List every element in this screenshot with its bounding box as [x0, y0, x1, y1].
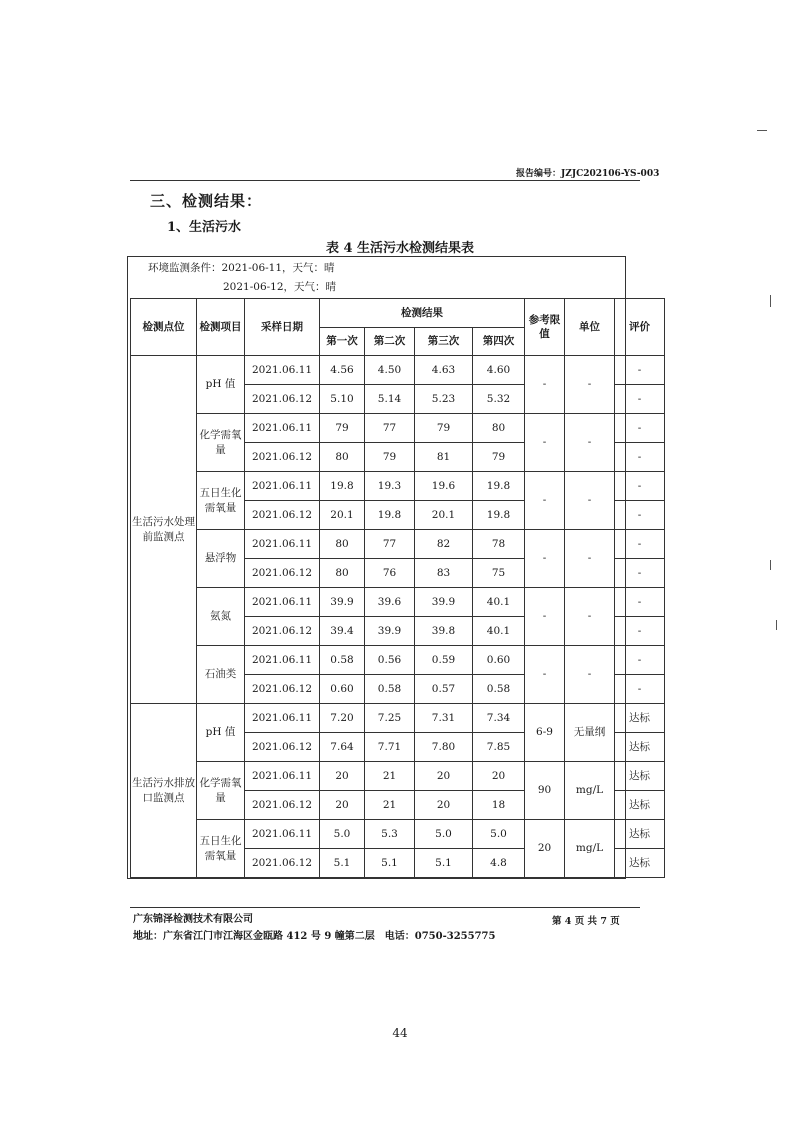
header-first: 第一次: [320, 328, 365, 356]
header-date: 采样日期: [245, 299, 320, 356]
eval-cell: -: [615, 588, 665, 617]
eval-cell: -: [615, 559, 665, 588]
unit-cell: -: [565, 472, 615, 530]
eval-cell: -: [615, 414, 665, 443]
header-rule: [130, 180, 640, 181]
item-name-cell: pH 值: [197, 704, 245, 762]
limit-cell: -: [525, 646, 565, 704]
result-first-cell: 20: [320, 762, 365, 791]
date-cell: 2021.06.12: [245, 617, 320, 646]
result-fourth-cell: 5.32: [473, 385, 525, 414]
result-third-cell: 5.23: [415, 385, 473, 414]
scan-mark: [776, 620, 777, 630]
unit-cell: mg/L: [565, 762, 615, 820]
result-first-cell: 80: [320, 530, 365, 559]
result-second-cell: 39.6: [365, 588, 415, 617]
date-cell: 2021.06.12: [245, 501, 320, 530]
result-third-cell: 7.31: [415, 704, 473, 733]
eval-cell: 达标: [615, 704, 665, 733]
table-row: [131, 704, 665, 733]
result-second-cell: 5.3: [365, 820, 415, 849]
unit-cell: mg/L: [565, 820, 615, 878]
date-cell: 2021.06.11: [245, 704, 320, 733]
page-info: 第 4 页 共 7 页: [552, 916, 620, 927]
date-cell: 2021.06.12: [245, 733, 320, 762]
eval-cell: -: [615, 617, 665, 646]
result-third-cell: 19.6: [415, 472, 473, 501]
result-fourth-cell: 40.1: [473, 617, 525, 646]
result-third-cell: 79: [415, 414, 473, 443]
unit-cell: -: [565, 356, 615, 414]
result-first-cell: 20: [320, 791, 365, 820]
result-first-cell: 80: [320, 443, 365, 472]
result-second-cell: 77: [365, 530, 415, 559]
scan-mark: [757, 130, 767, 131]
result-second-cell: 21: [365, 762, 415, 791]
table-row: [131, 472, 665, 501]
date-cell: 2021.06.12: [245, 559, 320, 588]
result-third-cell: 39.9: [415, 588, 473, 617]
result-second-cell: 5.14: [365, 385, 415, 414]
limit-cell: -: [525, 588, 565, 646]
result-third-cell: 82: [415, 530, 473, 559]
result-fourth-cell: 75: [473, 559, 525, 588]
header-item: 检测项目: [197, 299, 245, 356]
date-cell: 2021.06.11: [245, 762, 320, 791]
result-second-cell: 0.56: [365, 646, 415, 675]
result-fourth-cell: 4.8: [473, 849, 525, 878]
section-title: 三、检测结果：: [150, 192, 263, 210]
header-unit: 单位: [565, 299, 615, 356]
eval-cell: -: [615, 443, 665, 472]
result-third-cell: 0.59: [415, 646, 473, 675]
header-results: 检测结果: [320, 299, 525, 328]
unit-cell: -: [565, 588, 615, 646]
result-fourth-cell: 19.8: [473, 472, 525, 501]
result-fourth-cell: 18: [473, 791, 525, 820]
item-name-cell: 五日生化需氧量: [197, 472, 245, 530]
item-name-cell: 氨氮: [197, 588, 245, 646]
header-eval: 评价: [615, 299, 665, 356]
result-fourth-cell: 19.8: [473, 501, 525, 530]
result-second-cell: 19.8: [365, 501, 415, 530]
item-name-cell: 悬浮物: [197, 530, 245, 588]
result-first-cell: 5.0: [320, 820, 365, 849]
result-fourth-cell: 7.34: [473, 704, 525, 733]
eval-cell: -: [615, 385, 665, 414]
unit-cell: -: [565, 530, 615, 588]
date-cell: 2021.06.12: [245, 675, 320, 704]
limit-cell: 20: [525, 820, 565, 878]
header-third: 第三次: [415, 328, 473, 356]
footer-rule: [130, 907, 640, 908]
date-cell: 2021.06.11: [245, 588, 320, 617]
header-location: 检测点位: [131, 299, 197, 356]
monitoring-condition-line-1: 环境监测条件：2021-06-11，天气：晴: [148, 262, 335, 274]
table-row: [131, 414, 665, 443]
result-fourth-cell: 0.60: [473, 646, 525, 675]
result-third-cell: 39.8: [415, 617, 473, 646]
table-row: [131, 820, 665, 849]
limit-cell: -: [525, 472, 565, 530]
monitoring-condition-line-2: 2021-06-12，天气：晴: [223, 281, 337, 293]
eval-cell: -: [615, 675, 665, 704]
result-first-cell: 80: [320, 559, 365, 588]
limit-cell: -: [525, 356, 565, 414]
result-first-cell: 0.58: [320, 646, 365, 675]
eval-cell: 达标: [615, 849, 665, 878]
result-third-cell: 5.1: [415, 849, 473, 878]
result-fourth-cell: 5.0: [473, 820, 525, 849]
location-cell: 生活污水处理前监测点: [131, 356, 197, 704]
date-cell: 2021.06.11: [245, 646, 320, 675]
item-name-cell: 五日生化需氧量: [197, 820, 245, 878]
result-third-cell: 20: [415, 791, 473, 820]
result-second-cell: 76: [365, 559, 415, 588]
result-second-cell: 4.50: [365, 356, 415, 385]
date-cell: 2021.06.11: [245, 472, 320, 501]
result-fourth-cell: 79: [473, 443, 525, 472]
result-second-cell: 7.25: [365, 704, 415, 733]
result-third-cell: 5.0: [415, 820, 473, 849]
result-first-cell: 7.20: [320, 704, 365, 733]
result-first-cell: 19.8: [320, 472, 365, 501]
limit-cell: 6-9: [525, 704, 565, 762]
result-first-cell: 20.1: [320, 501, 365, 530]
result-fourth-cell: 20: [473, 762, 525, 791]
result-third-cell: 20: [415, 762, 473, 791]
eval-cell: -: [615, 530, 665, 559]
eval-cell: 达标: [615, 762, 665, 791]
eval-cell: -: [615, 501, 665, 530]
item-name-cell: pH 值: [197, 356, 245, 414]
result-second-cell: 0.58: [365, 675, 415, 704]
location-cell: 生活污水排放口监测点: [131, 704, 197, 878]
eval-cell: -: [615, 646, 665, 675]
sub-title: 1、生活污水: [167, 220, 242, 235]
result-fourth-cell: 7.85: [473, 733, 525, 762]
date-cell: 2021.06.12: [245, 443, 320, 472]
result-first-cell: 5.1: [320, 849, 365, 878]
eval-cell: 达标: [615, 733, 665, 762]
date-cell: 2021.06.12: [245, 385, 320, 414]
limit-cell: -: [525, 530, 565, 588]
eval-cell: 达标: [615, 820, 665, 849]
page-number: 44: [392, 1026, 408, 1040]
scan-mark: [770, 560, 771, 570]
result-first-cell: 0.60: [320, 675, 365, 704]
result-first-cell: 4.56: [320, 356, 365, 385]
item-name-cell: 化学需氧量: [197, 414, 245, 472]
result-second-cell: 19.3: [365, 472, 415, 501]
header-limit: 参考限值: [525, 299, 565, 356]
limit-cell: 90: [525, 762, 565, 820]
result-third-cell: 4.63: [415, 356, 473, 385]
result-second-cell: 79: [365, 443, 415, 472]
result-third-cell: 83: [415, 559, 473, 588]
company-address: 地址：广东省江门市江海区金瓯路 412 号 9 幢第二层 电话：0750-3255775: [133, 931, 496, 942]
result-first-cell: 39.9: [320, 588, 365, 617]
scan-mark: [770, 295, 771, 307]
table-row: [131, 356, 665, 385]
header-fourth: 第四次: [473, 328, 525, 356]
eval-cell: 达标: [615, 791, 665, 820]
report-number: 报告编号：JZJC202106-YS-003: [516, 169, 660, 179]
result-fourth-cell: 0.58: [473, 675, 525, 704]
result-fourth-cell: 78: [473, 530, 525, 559]
result-third-cell: 20.1: [415, 501, 473, 530]
table-title: 表 4 生活污水检测结果表: [325, 241, 475, 256]
eval-cell: -: [615, 356, 665, 385]
limit-cell: -: [525, 414, 565, 472]
table-row: [131, 762, 665, 791]
table-row: [131, 646, 665, 675]
table-row: [131, 588, 665, 617]
item-name-cell: 石油类: [197, 646, 245, 704]
result-third-cell: 7.80: [415, 733, 473, 762]
result-second-cell: 21: [365, 791, 415, 820]
date-cell: 2021.06.12: [245, 849, 320, 878]
result-first-cell: 39.4: [320, 617, 365, 646]
result-fourth-cell: 40.1: [473, 588, 525, 617]
result-third-cell: 0.57: [415, 675, 473, 704]
table-row: [131, 530, 665, 559]
unit-cell: -: [565, 646, 615, 704]
result-fourth-cell: 80: [473, 414, 525, 443]
result-second-cell: 7.71: [365, 733, 415, 762]
result-first-cell: 79: [320, 414, 365, 443]
date-cell: 2021.06.11: [245, 414, 320, 443]
eval-cell: -: [615, 472, 665, 501]
result-second-cell: 5.1: [365, 849, 415, 878]
result-second-cell: 39.9: [365, 617, 415, 646]
result-fourth-cell: 4.60: [473, 356, 525, 385]
result-first-cell: 7.64: [320, 733, 365, 762]
header-second: 第二次: [365, 328, 415, 356]
result-third-cell: 81: [415, 443, 473, 472]
company-name: 广东锦泽检测技术有限公司: [133, 914, 253, 925]
date-cell: 2021.06.12: [245, 791, 320, 820]
date-cell: 2021.06.11: [245, 530, 320, 559]
result-first-cell: 5.10: [320, 385, 365, 414]
result-second-cell: 77: [365, 414, 415, 443]
unit-cell: -: [565, 414, 615, 472]
date-cell: 2021.06.11: [245, 820, 320, 849]
results-table: [130, 298, 665, 878]
unit-cell: 无量纲: [565, 704, 615, 762]
date-cell: 2021.06.11: [245, 356, 320, 385]
item-name-cell: 化学需氧量: [197, 762, 245, 820]
